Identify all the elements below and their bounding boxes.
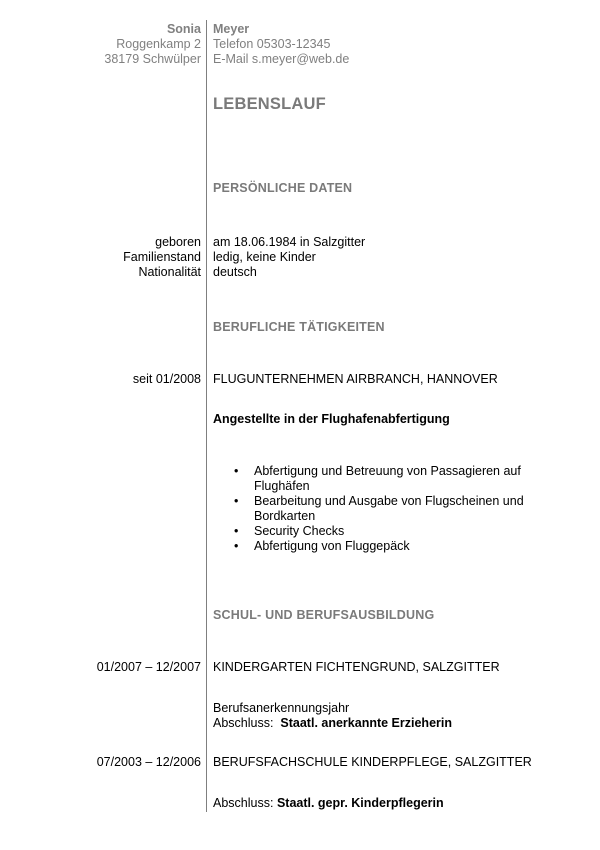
bullet-icon: •	[234, 524, 239, 538]
education-detail-text: Berufsanerkennungsjahr	[213, 701, 350, 715]
task-text: Security Checks	[254, 524, 345, 538]
education-institution-1: KINDERGARTEN FICHTENGRUND, SALZGITTER	[213, 660, 500, 674]
task-text: Abfertigung von Fluggepäck	[254, 539, 410, 553]
education-period-2: 07/2003 – 12/2006	[96, 755, 201, 769]
document-title: LEBENSLAUF	[213, 95, 326, 113]
education-degree-line	[213, 716, 452, 731]
city-address: 38179 Schwülper	[104, 52, 201, 66]
label-marital-status: Familienstand	[123, 250, 201, 264]
bullet-icon: •	[234, 494, 239, 508]
section-heading-education: SCHUL- UND BERUFSAUSBILDUNG	[213, 608, 435, 622]
value-marital-status: ledig, keine Kinder	[213, 250, 316, 264]
list-item	[213, 494, 543, 524]
personal-labels	[123, 235, 201, 280]
list-item	[213, 539, 543, 554]
address-block	[104, 22, 201, 67]
education-degree-line-2	[213, 796, 444, 810]
personal-values	[213, 235, 365, 280]
work-position: Angestellte in der Flughafenabfertigung	[213, 412, 450, 426]
first-name: Sonia	[166, 22, 201, 36]
vertical-divider-line	[206, 20, 207, 812]
task-text: Bearbeitung und Ausgabe von Flugscheinen und Bordkarten	[254, 494, 524, 523]
contact-block	[213, 22, 349, 67]
degree-value: Staatl. gepr. Kinderpflegerin	[276, 796, 444, 810]
street-address: Roggenkamp 2	[116, 37, 201, 51]
list-item	[213, 464, 543, 494]
phone-number: Telefon 05303-12345	[213, 37, 331, 51]
work-employer: FLUGUNTERNEHMEN AIRBRANCH, HANNOVER	[213, 372, 498, 386]
section-heading-personal: PERSÖNLICHE DATEN	[213, 181, 353, 195]
value-born: am 18.06.1984 in Salzgitter	[213, 235, 366, 249]
section-heading-work: BERUFLICHE TÄTIGKEITEN	[213, 320, 385, 334]
work-period: seit 01/2008	[132, 372, 201, 386]
degree-label: Abschluss:	[213, 716, 274, 730]
list-item	[213, 524, 543, 539]
degree-label: Abschluss:	[213, 796, 274, 810]
education-detail-1	[213, 701, 452, 731]
last-name: Meyer	[213, 22, 250, 36]
task-list	[213, 464, 543, 554]
label-born: geboren	[155, 235, 201, 249]
degree-value: Staatl. anerkannte Erzieherin	[280, 716, 452, 730]
education-period-1: 01/2007 – 12/2007	[96, 660, 201, 674]
task-text: Abfertigung und Betreuung von Passagieren auf Flughäfen	[254, 464, 521, 493]
bullet-icon: •	[234, 464, 239, 478]
bullet-icon: •	[234, 539, 239, 553]
education-institution-2: BERUFSFACHSCHULE KINDERPFLEGE, SALZGITTER	[213, 755, 532, 769]
value-nationality: deutsch	[213, 265, 257, 279]
email-address: E-Mail s.meyer@web.de	[213, 52, 350, 66]
label-nationality: Nationalität	[138, 265, 201, 279]
